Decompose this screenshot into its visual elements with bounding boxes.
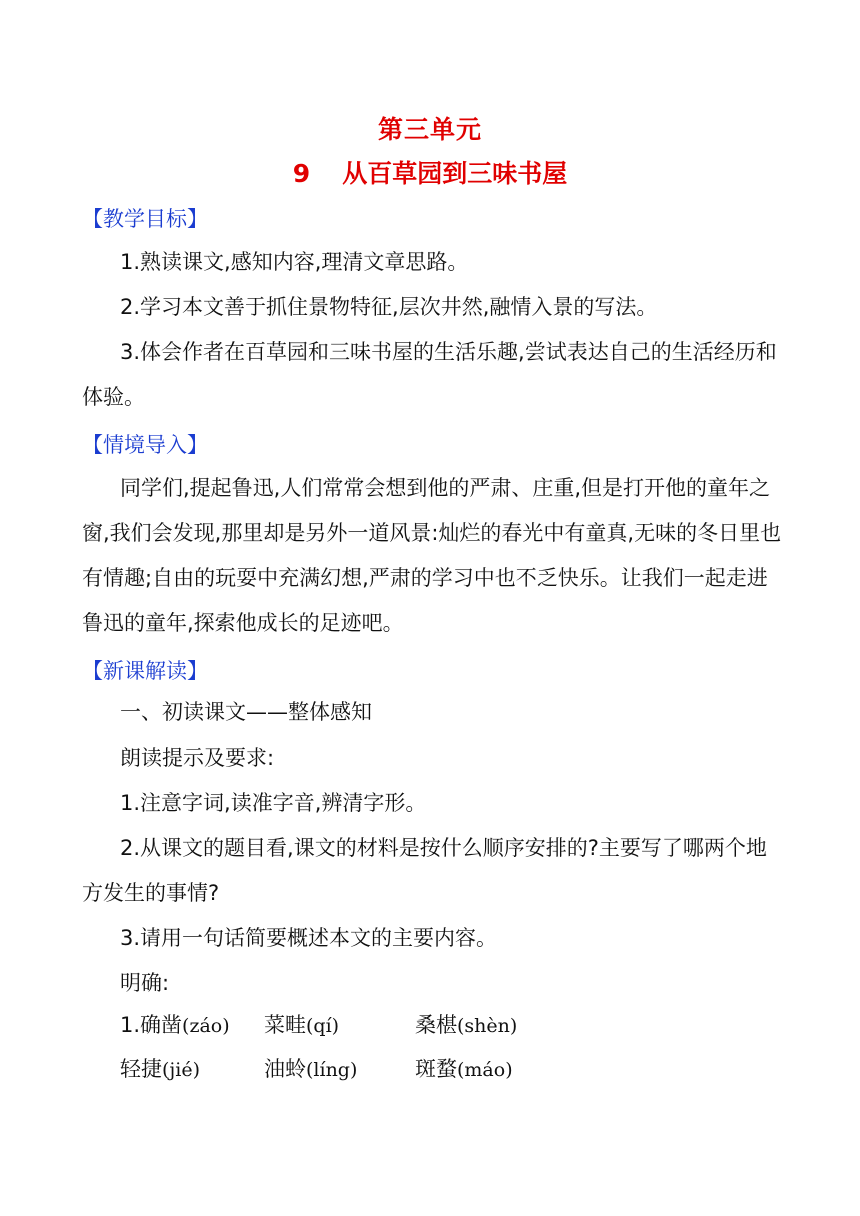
vocab-word: 斑蝥(máo) (415, 1057, 513, 1081)
lesson-title (0, 154, 860, 190)
reading-prompt: 朗读提示及要求: (120, 746, 275, 770)
lesson-name: 从百草园到三味书屋 (342, 159, 568, 188)
goal-item-3: 3.体会作者在百草园和三味书屋的生活乐趣,尝试表达自己的生活经历和体验。 (82, 340, 777, 409)
vocab-word: 菜畦(qí) (264, 1013, 340, 1037)
reading-item-2: 2.从课文的题目看,课文的材料是按什么顺序安排的?主要写了哪两个地方发生的事情? (82, 836, 767, 905)
answer-label: 明确: (120, 971, 170, 995)
intro-paragraph: 同学们,提起鲁迅,人们常常会想到他的严肃、庄重,但是打开他的童年之窗,我们会发现,那里却是另外一道风景:灿烂的春光中有童真,无味的冬日里也有情趣;自由的玩耍中充满幻想,严肃的学习中也不乏快乐。让我们一起走进鲁迅的童年,探索他成长的足迹吧。 (82, 476, 782, 635)
section-new-heading: 【新课解读】 (82, 659, 208, 683)
goal-item-2: 2.学习本文善于抓住景物特征,层次井然,融情入景的写法。 (120, 295, 658, 319)
section-intro-heading: 【情境导入】 (82, 433, 208, 457)
goal-item-1: 1.熟读课文,感知内容,理清文章思路。 (120, 250, 469, 274)
section-goals-heading: 【教学目标】 (82, 207, 208, 231)
reading-item-1: 1.注意字词,读准字音,辨清字形。 (120, 791, 427, 815)
vocab-word: 轻捷(jié) (120, 1057, 201, 1081)
unit-title: 第三单元 (377, 115, 482, 144)
vocab-word: 油蛉(líng) (264, 1057, 358, 1081)
vocab-word: 1.确凿(záo) (120, 1013, 230, 1037)
lesson-number: 9 (292, 159, 311, 188)
new-subheading: 一、初读课文——整体感知 (120, 700, 372, 724)
vocab-word: 桑椹(shèn) (415, 1013, 518, 1037)
reading-item-3: 3.请用一句话简要概述本文的主要内容。 (120, 926, 498, 950)
